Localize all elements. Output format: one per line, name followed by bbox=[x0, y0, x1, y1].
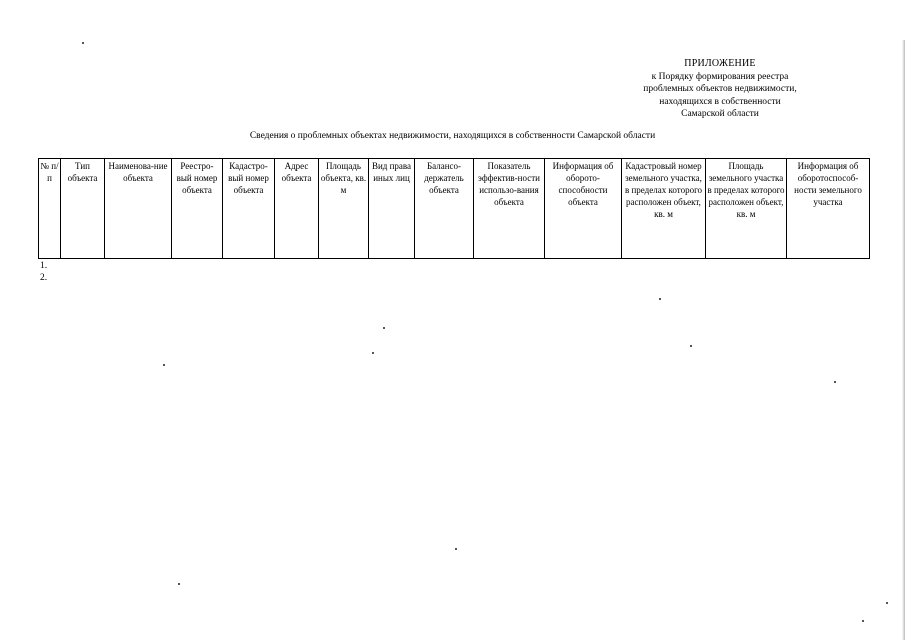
scan-speck bbox=[163, 364, 165, 366]
column-header-right-type: Вид права иных лиц bbox=[369, 159, 415, 259]
column-header-land-area: Площадь земельного участка в пределах которого расположен объект, кв. м bbox=[706, 159, 787, 259]
column-header-efficiency: Показатель эффектив-ности использо-вания объекта bbox=[474, 159, 545, 259]
column-header-land-turnover: Информация об оборотоспособ-ности земельного участка bbox=[787, 159, 870, 259]
row-number-list bbox=[40, 260, 47, 284]
scan-speck bbox=[690, 345, 692, 347]
document-title: Сведения о проблемных объектах недвижимости, находящихся в собственности Самарской области bbox=[249, 131, 656, 141]
appendix-heading: ПРИЛОЖЕНИЕ bbox=[684, 58, 756, 69]
column-header-balance-holder: Балансо-держатель объекта bbox=[415, 159, 474, 259]
scan-speck bbox=[862, 620, 864, 622]
scan-speck bbox=[834, 381, 836, 383]
scan-speck bbox=[178, 583, 180, 585]
column-header-land-cadastral-number: Кадастровый номер земельного участка, в пределах которого расположен объект, кв. м bbox=[622, 159, 706, 259]
registry-table bbox=[38, 158, 870, 259]
scan-speck bbox=[659, 298, 661, 300]
column-header-turnover: Информация об оборото-способности объекта bbox=[545, 159, 622, 259]
column-header-object-name: Наименова-ние объекта bbox=[105, 159, 172, 259]
column-header-object-type: Тип объекта bbox=[61, 159, 105, 259]
column-header-cadastral-number: Кадастро-вый номер объекта bbox=[223, 159, 275, 259]
column-header-area: Площадь объекта, кв. м bbox=[319, 159, 369, 259]
column-header-address: Адрес объекта bbox=[275, 159, 319, 259]
scan-speck bbox=[383, 327, 385, 329]
row-number: 2. bbox=[40, 273, 48, 283]
appendix-block bbox=[595, 58, 845, 121]
appendix-line: находящихся в собственности bbox=[659, 96, 781, 107]
column-header-registry-number: Реестро-вый номер объекта bbox=[172, 159, 223, 259]
scan-speck bbox=[372, 352, 374, 354]
row-number: 1. bbox=[40, 261, 48, 271]
appendix-line: к Порядку формирования реестра bbox=[651, 71, 789, 82]
appendix-line: Самарской области bbox=[681, 109, 759, 119]
scan-speck bbox=[82, 42, 84, 44]
table-header-row bbox=[39, 159, 870, 259]
appendix-line: проблемных объектов недвижимости, bbox=[643, 84, 797, 94]
scan-speck bbox=[886, 602, 888, 604]
scan-speck bbox=[455, 548, 457, 550]
column-header-number: № п/п bbox=[39, 159, 61, 259]
